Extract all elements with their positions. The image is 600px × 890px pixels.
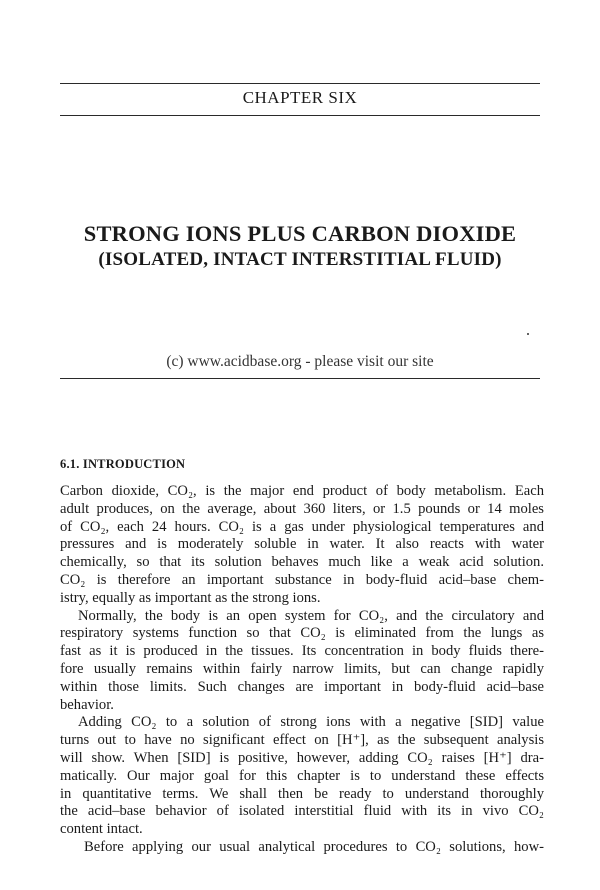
paragraph-1 — [60, 483, 544, 608]
chapter-title-line-2: (ISOLATED, INTACT INTERSTITIAL FLUID) — [98, 249, 502, 270]
text-line: of CO₂, each 24 hours. CO₂ is a gas under physiological temperatures and — [60, 518, 544, 535]
text-line: content intact. — [60, 821, 143, 838]
top-rule — [60, 83, 540, 84]
paragraph-2 — [60, 608, 544, 715]
text-line: behavior. — [60, 696, 114, 713]
text-line: within those limits. Such changes are important in body-fluid acid–base — [60, 678, 544, 695]
paragraph-4 — [60, 839, 544, 857]
paragraph-3 — [60, 714, 544, 839]
text-line: the acid–base behavior of isolated interstitial fluid with its in vivo CO₂ — [60, 803, 544, 820]
text-line: respiratory systems function so that CO₂ is eliminated from the lungs as — [60, 625, 544, 642]
text-line: fore usually remains within fairly narrow limits, but can change rapidly — [60, 660, 544, 677]
text-line: fast as it is produced in the tissues. Its concentration in body fluids there- — [60, 643, 544, 660]
chapter-rule — [60, 115, 540, 116]
text-line: Before applying our usual analytical procedures to CO₂ solutions, how- — [84, 838, 544, 855]
text-line: Carbon dioxide, CO₂, is the major end product of body metabolism. Each — [60, 483, 544, 499]
text-line: in quantitative terms. We shall then be ready to understand thoroughly — [60, 785, 544, 802]
text-line: Adding CO₂ to a solution of strong ions with a negative [SID] value — [78, 714, 544, 731]
text-line: CO₂ is therefore an important substance in body-fluid acid–base chem- — [60, 571, 544, 588]
chapter-title-line-1: STRONG IONS PLUS CARBON DIOXIDE — [83, 221, 517, 246]
chapter-label: CHAPTER SIX — [242, 88, 358, 107]
text-line: pressures and is moderately soluble in water. It also reacts with water — [60, 536, 544, 553]
section-heading: 6.1. INTRODUCTION — [60, 457, 186, 471]
site-watermark-note: (c) www.acidbase.org - please visit our site — [166, 353, 434, 370]
text-line: will show. When [SID] is positive, however, adding CO₂ raises [H⁺] dra- — [60, 749, 544, 766]
text-line: chemically, so that its solution behaves much like a weak acid solution. — [60, 554, 544, 571]
text-line: matically. Our major goal for this chapter is to understand these effects — [60, 767, 544, 784]
stray-dot — [527, 333, 529, 335]
text-line: turns out to have no significant effect on [H⁺], as the subsequent analysis — [60, 732, 544, 749]
text-line: istry, equally as important as the strong ions. — [60, 589, 321, 606]
chapter-title — [40, 220, 560, 272]
text-line: Normally, the body is an open system for CO₂, and the circulatory and — [78, 607, 544, 624]
text-line: adult produces, on the average, about 360 liters, or 1.5 pounds or 14 moles — [60, 500, 544, 517]
body-text — [60, 483, 544, 857]
site-rule — [60, 378, 540, 379]
